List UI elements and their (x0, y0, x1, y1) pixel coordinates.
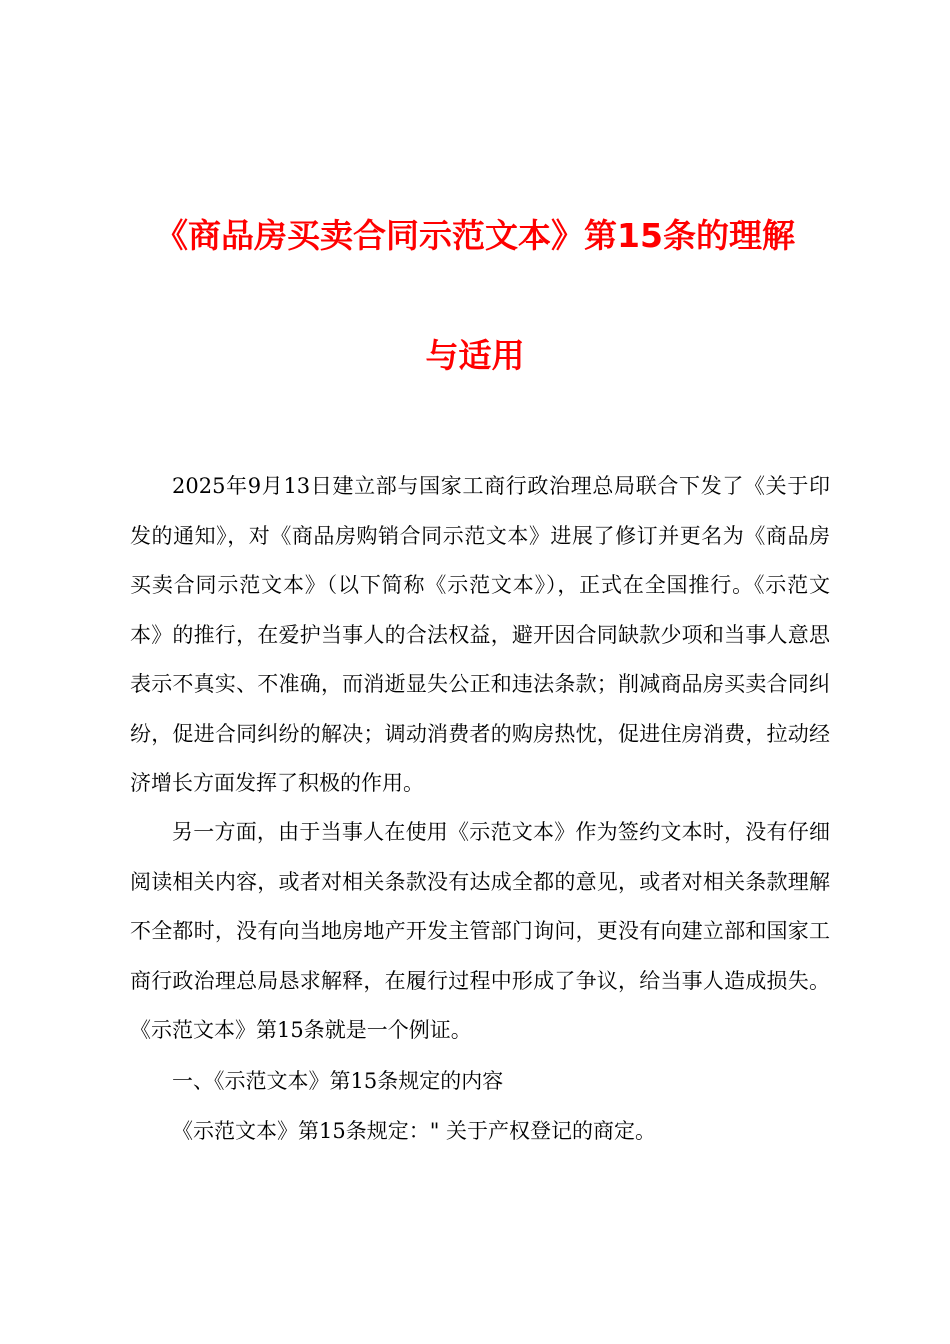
document-title-line-1: 《商品房买卖合同示范文本》第15条的理解 (155, 216, 795, 255)
section-heading: 一、《示范文本》第15条规定的内容 (172, 1069, 504, 1093)
paragraph-text: 2025年9月13日建立部与国家工商行政治理总局联合下发了《关于印发的通知》，对《商品房购销合同示范文本》进展了修订并更名为《商品房买卖合同示范文本》（以下简称《示范文本》），正式在全国推行。《示范文本》的推行，在爱护当事人的合法权益，避开因合同缺款少项和当事人意思表示不真实、不准确，而消逝显失公正和违法条款；削减商品房买卖合同纠纷，促进合同纠纷的解决；调动消费者的购房热忱，促进住房消费，拉动经济增长方面发挥了积极的作用。 (130, 474, 830, 795)
body-paragraph-3: 《示范文本》第15条规定：" 关于产权登记的商定。 (172, 1119, 657, 1143)
body-paragraph-1 (130, 462, 830, 809)
paragraph-text: 另一方面，由于当事人在使用《示范文本》作为签约文本时，没有仔细阅读相关内容，或者对相关条款没有达成全都的意见，或者对相关条款理解不全都时，没有向当地房地产开发主管部门询问，更没有向建立部和国家工商行政治理总局恳求解释，在履行过程中形成了争议，给当事人造成损失。《示范文本》第15条就是一个例证。 (130, 820, 830, 1042)
document-title-line-2: 与适用 (425, 336, 525, 375)
body-paragraph-2 (130, 808, 830, 1056)
